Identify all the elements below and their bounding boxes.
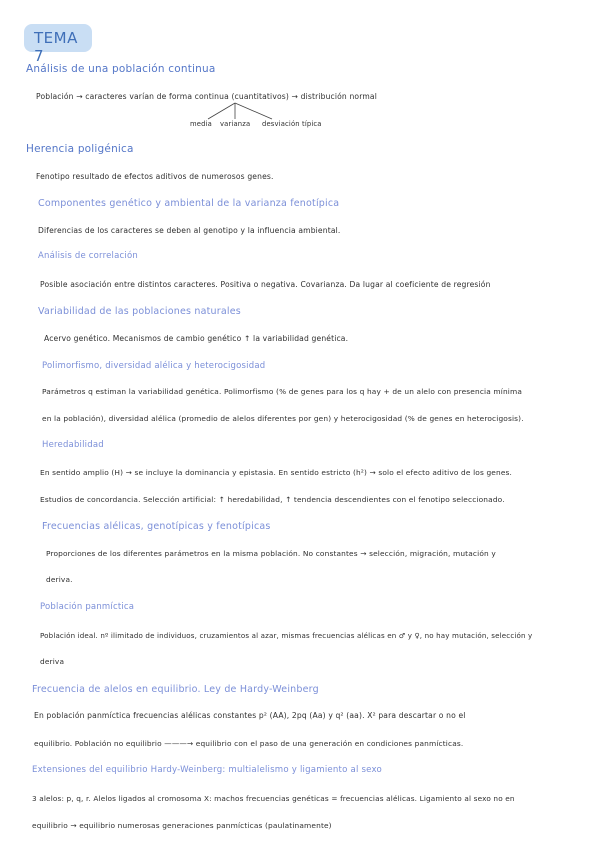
text-hardy-weinberg-2: equilibrio. Población no equilibrio ———→ equilibrio con el paso de una generación en condiciones panmícticas. <box>34 739 464 748</box>
text-extensiones-1: 3 alelos: p, q, r. Alelos ligados al cromosoma X: machos frecuencias genéticas = frecuencias alélicas. Ligamiento al sexo no en <box>32 794 515 803</box>
text-frecuencias-1: Proporciones de los diferentes parámetros en la misma población. No constantes → selección, migración, mutación y <box>46 549 496 558</box>
heading-poblacion-panmictica: Población panmíctica <box>40 602 135 612</box>
heading-polimorfismo: Polimorfismo, diversidad alélica y heterocigosidad <box>42 361 266 371</box>
branch-label-media: media <box>190 120 212 128</box>
text-variabilidad-poblaciones: Acervo genético. Mecanismos de cambio genético ↑ la variabilidad genética. <box>44 334 349 343</box>
branch-line-media <box>208 103 235 119</box>
heading-heredabilidad: Heredabilidad <box>42 440 104 450</box>
text-poblacion-continua: Población → caracteres varían de forma continua (cuantitativos) → distribución normal <box>36 92 377 101</box>
heading-hardy-weinberg: Frecuencia de alelos en equilibrio. Ley de Hardy-Weinberg <box>32 684 319 695</box>
text-extensiones-2: equilibrio → equilibrio numerosas generaciones panmícticas (paulatinamente) <box>32 821 332 830</box>
heading-variabilidad-poblaciones: Variabilidad de las poblaciones naturales <box>38 306 241 317</box>
page-title: TEMA 7 <box>34 29 78 65</box>
heading-componentes-varianza: Componentes genético y ambiental de la varianza fenotípica <box>38 198 340 209</box>
heading-correlacion: Análisis de correlación <box>38 251 138 261</box>
text-correlacion: Posible asociación entre distintos caracteres. Positiva o negativa. Covarianza. Da lugar al coeficiente de regresión <box>40 280 491 289</box>
text-componentes-varianza: Diferencias de los caracteres se deben al genotipo y la influencia ambiental. <box>38 226 341 235</box>
branch-label-desviacion: desviación típica <box>262 120 322 128</box>
text-panmictica-2: deriva <box>40 657 65 666</box>
branch-label-varianza: varianza <box>220 120 251 128</box>
text-heredabilidad-1: En sentido amplio (H) → se incluye la dominancia y epistasia. En sentido estricto (h²) → solo el efecto aditivo de los genes. <box>40 468 513 477</box>
text-hardy-weinberg-1: En población panmíctica frecuencias alélicas constantes p² (AA), 2pq (Aa) y q² (aa). X² para descartar o no el <box>34 711 466 720</box>
text-heredabilidad-2: Estudios de concordancia. Selección artificial: ↑ heredabilidad, ↑ tendencia descendientes con el fenotipo seleccionado. <box>40 495 505 504</box>
branch-line-desviacion <box>235 103 272 119</box>
heading-frecuencias: Frecuencias alélicas, genotípicas y fenotípicas <box>42 521 271 532</box>
text-polimorfismo-1: Parámetros q estiman la variabilidad genética. Polimorfismo (% de genes para los q hay + de un alelo con presencia mínima <box>42 387 523 396</box>
heading-herencia-poligenica: Herencia poligénica <box>26 143 134 155</box>
heading-analisis-poblacion: Análisis de una población continua <box>26 63 216 75</box>
text-frecuencias-2: deriva. <box>46 575 73 584</box>
heading-extensiones-hw: Extensiones del equilibrio Hardy-Weinberg: multialelismo y ligamiento al sexo <box>32 765 382 775</box>
text-herencia-poligenica: Fenotipo resultado de efectos aditivos de numerosos genes. <box>36 172 274 181</box>
text-panmictica-1: Población ideal. nº ilimitado de individuos, cruzamientos al azar, mismas frecuencias alélicas en ♂ y ♀, no hay mutación, selección y <box>40 631 533 640</box>
text-polimorfismo-2: en la población), diversidad alélica (promedio de alelos diferentes por gen) y heterocigosidad (% de genes en heterocigosis). <box>42 414 524 423</box>
